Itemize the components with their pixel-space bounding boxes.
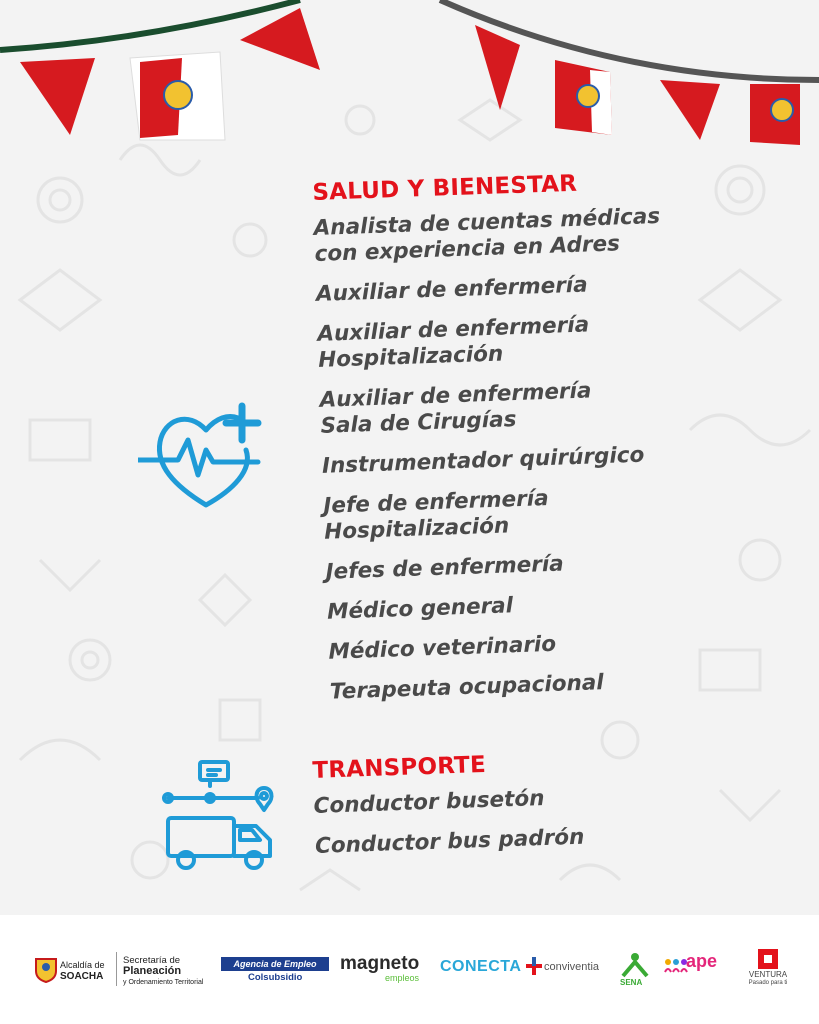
job-item: Terapeuta ocupacional <box>329 670 605 705</box>
section-transporte <box>312 741 796 874</box>
magneto-logo: magneto <box>340 953 420 974</box>
job-item: Jefes de enfermería <box>325 551 565 585</box>
job-item: Instrumentador quirúrgico <box>321 442 645 479</box>
conviventia-logo: conviventia <box>544 961 600 973</box>
secretaria-line1: Secretaría de <box>123 955 181 966</box>
colsubsidio-logo: Colsubsidio <box>248 972 303 983</box>
ventura-sub: Pasado para ti <box>748 980 788 986</box>
sena-icon <box>620 952 650 978</box>
secretaria-line2: Planeación <box>123 965 182 977</box>
footer-divider <box>116 952 117 986</box>
ape-people-icon <box>664 956 688 974</box>
job-item: Auxiliar de enfermería Sala de Cirugías <box>319 378 592 439</box>
soacha-shield-icon <box>34 955 58 983</box>
ventura-title: VENTURA <box>748 970 788 979</box>
job-item: Médico veterinario <box>328 631 557 665</box>
section-salud <box>312 163 811 719</box>
soacha-line2: SOACHA <box>60 971 104 982</box>
soacha-line1: Alcaldía de <box>60 960 105 970</box>
heart-pulse-plus-icon <box>138 400 278 510</box>
section-title-transporte: TRANSPORTE <box>312 751 487 784</box>
section-title-salud: SALUD Y BIENESTAR <box>312 170 578 206</box>
magneto-sub: empleos <box>385 973 420 983</box>
ape-logo: ape <box>686 951 718 971</box>
soacha-logo <box>60 960 105 982</box>
job-item: Analista de cuentas médicas con experiencia en Adres <box>313 203 661 267</box>
bunting-flags <box>0 0 819 160</box>
sena-logo: SENA <box>620 978 643 987</box>
secretaria-logo <box>123 955 203 988</box>
job-item: Médico general <box>326 593 514 625</box>
job-item: Auxiliar de enfermería <box>315 272 589 307</box>
ventura-icon <box>756 949 780 971</box>
conecta-logo: CONECTA <box>440 958 522 975</box>
job-item: Conductor bus padrón <box>314 824 585 859</box>
job-item: Auxiliar de enfermería Hospitalización <box>316 312 590 373</box>
conviventia-icon <box>525 955 543 977</box>
agencia-empleo-logo: Agencia de Empleo <box>221 957 329 971</box>
job-item: Jefe de enfermería Hospitalización <box>322 485 550 545</box>
job-item: Conductor busetón <box>313 785 545 819</box>
ventura-logo <box>745 970 791 988</box>
secretaria-line3: y Ordenamiento Territorial <box>123 979 204 986</box>
delivery-truck-route-icon <box>160 760 280 872</box>
